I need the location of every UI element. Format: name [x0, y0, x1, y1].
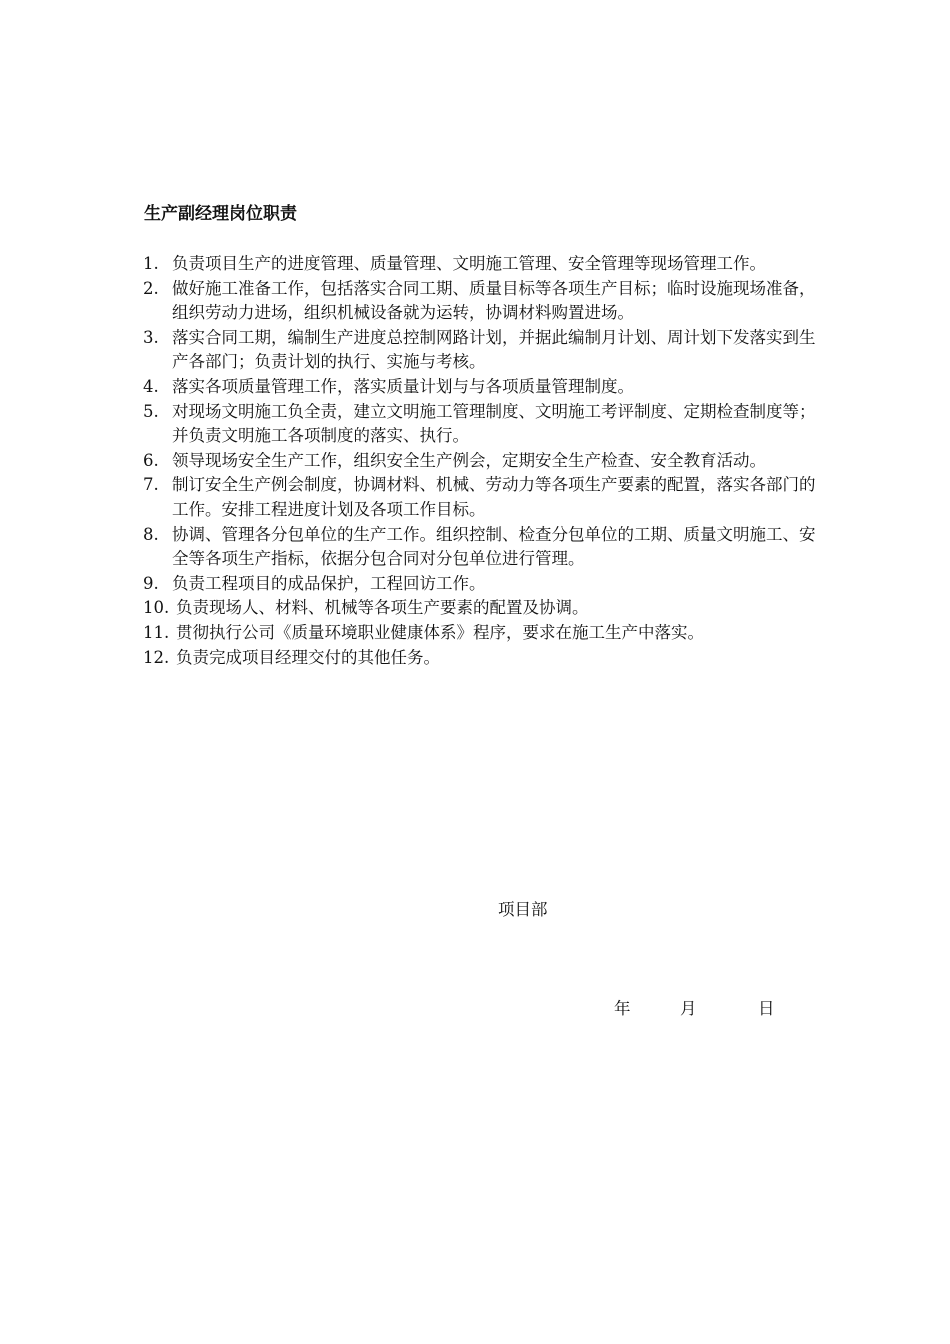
date-year-label: 年 [614, 999, 631, 1018]
duty-number: 5. [143, 401, 159, 421]
duty-number: 7. [143, 475, 159, 495]
duty-item [143, 621, 823, 646]
duty-item [143, 572, 823, 597]
duty-text: 落实合同工期，编制生产进度总控制网路计划，并据此编制月计划、周计划下发落实到生产各部门；负责计划的执行、实施与考核。 [172, 327, 816, 372]
duty-number: 11. [143, 622, 170, 642]
duty-number: 4. [143, 376, 159, 396]
duty-item [143, 473, 823, 522]
duty-text: 对现场文明施工负全责，建立文明施工管理制度、文明施工考评制度、定期检查制度等；并负责文明施工各项制度的落实、执行。 [172, 401, 816, 446]
duty-number: 6. [143, 450, 159, 470]
duty-item [143, 277, 823, 326]
duty-text: 做好施工准备工作，包括落实合同工期、质量目标等各项生产目标；临时设施现场准备，组织劳动力进场，组织机械设备就为运转，协调材料购置进场。 [172, 278, 816, 323]
duty-text: 贯彻执行公司《质量环境职业健康体系》程序，要求在施工生产中落实。 [176, 622, 704, 642]
duty-number: 8. [143, 524, 159, 544]
duty-number: 2. [143, 278, 159, 298]
duty-number: 12. [143, 647, 170, 667]
duty-item [143, 449, 823, 474]
duty-item [143, 375, 823, 400]
date-day-label: 日 [758, 999, 775, 1018]
date-month-label: 月 [680, 999, 697, 1018]
duty-number: 3. [143, 327, 159, 347]
duty-number: 1. [143, 254, 159, 273]
duty-text: 负责工程项目的成品保护，工程回访工作。 [172, 573, 486, 593]
document-title: 生产副经理岗位职责 [144, 204, 297, 224]
duty-text: 负责现场人、材料、机械等各项生产要素的配置及协调。 [176, 598, 589, 618]
duty-item [143, 523, 823, 572]
duty-text: 协调、管理各分包单位的生产工作。组织控制、检查分包单位的工期、质量文明施工、安全等各项生产指标，依据分包合同对分包单位进行管理。 [172, 524, 816, 569]
duty-list [143, 252, 823, 670]
duty-item [143, 646, 823, 671]
duty-text: 负责完成项目经理交付的其他任务。 [176, 647, 440, 667]
duty-text: 领导现场安全生产工作，组织安全生产例会，定期安全生产检查、安全教育活动。 [172, 450, 766, 470]
duty-text: 落实各项质量管理工作，落实质量计划与与各项质量管理制度。 [172, 376, 634, 396]
duty-text: 制订安全生产例会制度，协调材料、机械、劳动力等各项生产要素的配置，落实各部门的工作。安排工程进度计划及各项工作目标。 [172, 475, 816, 519]
duty-item [143, 326, 823, 375]
duty-number: 9. [143, 573, 159, 593]
department-signature: 项目部 [498, 900, 548, 919]
duty-item [143, 596, 823, 621]
duty-item [143, 400, 823, 449]
duty-item [143, 252, 823, 277]
duty-text: 负责项目生产的进度管理、质量管理、文明施工管理、安全管理等现场管理工作。 [172, 254, 766, 273]
duty-number: 10. [143, 598, 170, 618]
